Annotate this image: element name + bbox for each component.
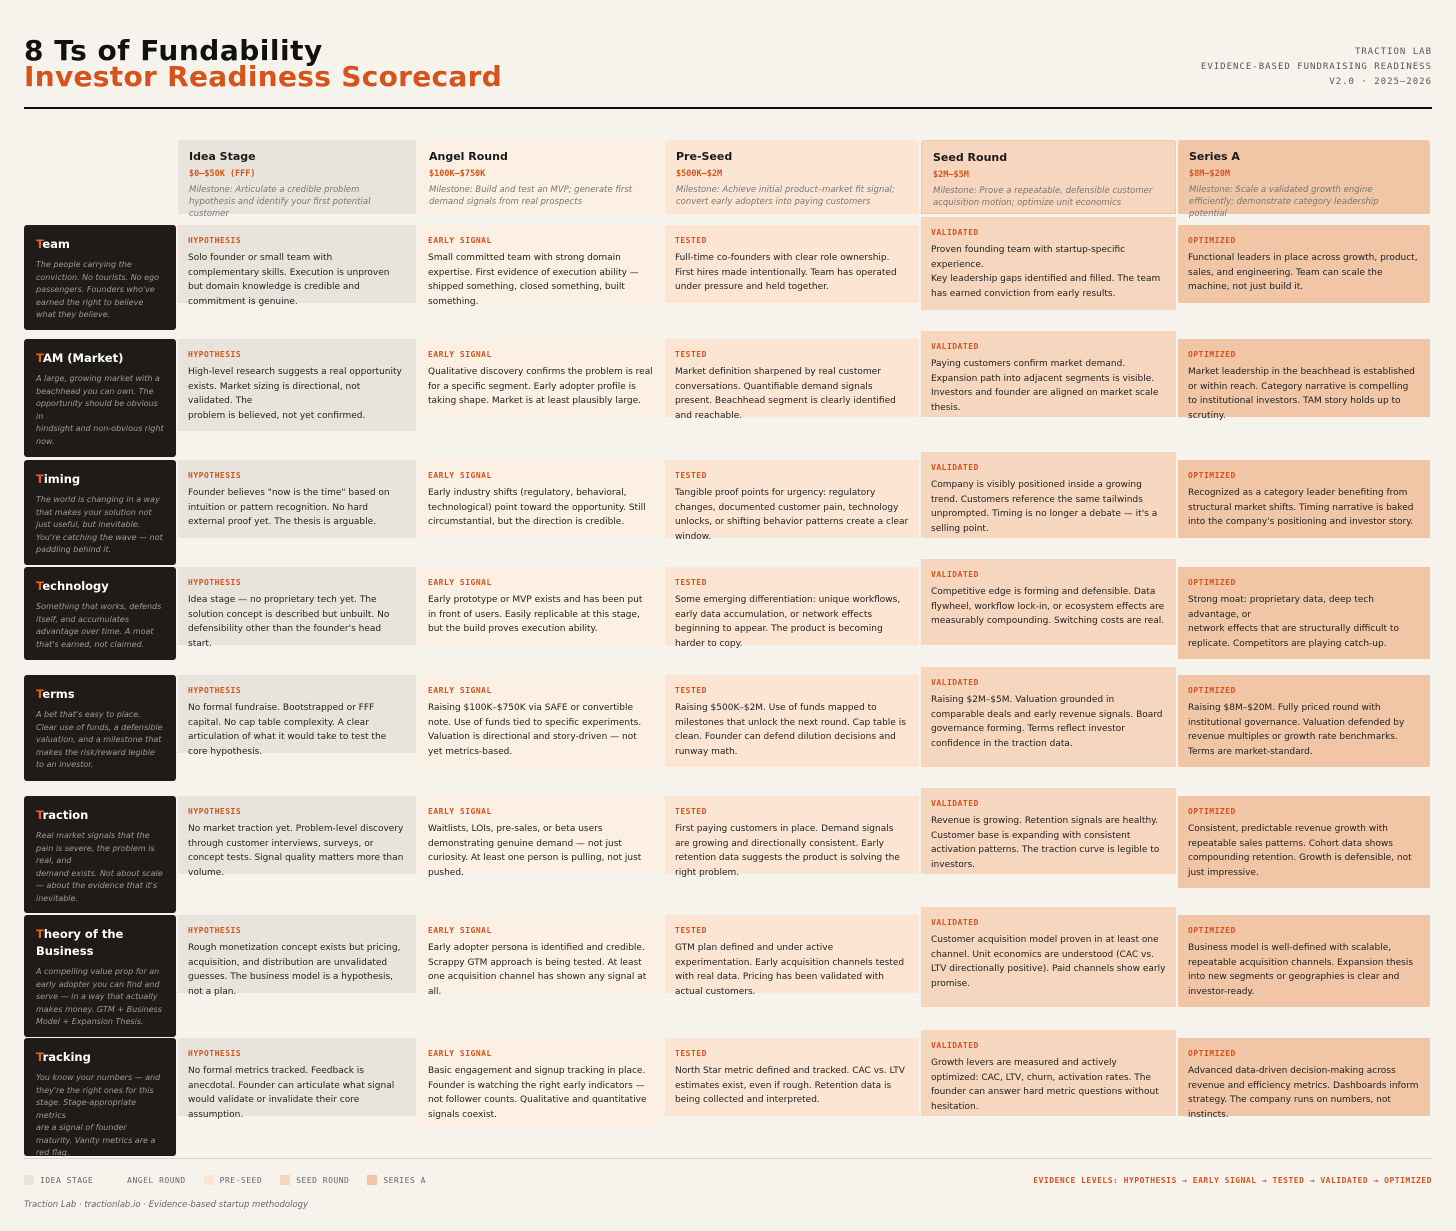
cell-text: Tangible proof points for urgency: regulatory changes, documented customer pain, technology unlocks, or shifting behavior patterns create a clear window. xyxy=(675,488,909,542)
evidence-level-label: TESTED xyxy=(675,926,707,935)
stage-name: Pre-Seed xyxy=(676,150,733,163)
brand-name: TRACTION LAB xyxy=(1354,47,1432,57)
evidence-levels: EVIDENCE LEVELS: HYPOTHESIS → EARLY SIGNAL → TESTED → VALIDATED → OPTIMIZED xyxy=(1033,1176,1432,1185)
row-title-initial: T xyxy=(36,1050,43,1064)
legend-item xyxy=(204,1175,263,1185)
score-cell xyxy=(178,796,416,878)
cell-text: GTM plan defined and under active experimentation. Early acquisition channels tested with real data. Pricing has been validated with actual customers. xyxy=(675,943,905,997)
stage-legend xyxy=(24,1175,426,1185)
evidence-level-label: OPTIMIZED xyxy=(1188,236,1236,245)
footer-credit: Traction Lab · tractionlab.io · Evidence-based startup methodology xyxy=(24,1200,309,1210)
cell-text: Founder believes "now is the time" based on intuition or pattern recognition. No hard external proof yet. The thesis is arguable. xyxy=(188,488,390,527)
score-cell xyxy=(921,559,1176,645)
legend-label: PRE-SEED xyxy=(219,1175,263,1185)
stage-name: Angel Round xyxy=(429,150,508,163)
evidence-level-label: HYPOTHESIS xyxy=(188,1049,242,1058)
evidence-level-label: EARLY SIGNAL xyxy=(428,926,492,935)
legend-swatch xyxy=(204,1175,214,1185)
score-cell xyxy=(921,1030,1176,1116)
row-title-rest: racking xyxy=(42,1050,91,1064)
row-title xyxy=(36,350,164,367)
evidence-level-label: VALIDATED xyxy=(931,570,979,579)
cell-text: Early adopter persona is identified and credible. Scrappy GTM approach is being tested. At least one acquisition channel has shown any signal at all. xyxy=(428,943,647,997)
evidence-level-label: OPTIMIZED xyxy=(1188,926,1236,935)
score-cell xyxy=(1178,339,1430,421)
brand-tagline: EVIDENCE-BASED FUNDRAISING READINESS xyxy=(1200,62,1432,72)
score-cell xyxy=(178,225,416,307)
score-cell xyxy=(665,915,919,997)
legend-swatch xyxy=(280,1175,290,1185)
legend-label: ANGEL ROUND xyxy=(127,1175,186,1185)
row-title-rest: echnology xyxy=(42,579,109,593)
evidence-level-label: HYPOTHESIS xyxy=(188,926,242,935)
stage-milestone: Milestone: Build and test an MVP; generate first demand signals from real prospects xyxy=(429,185,633,207)
header-divider xyxy=(24,107,1432,109)
legend-label: SERIES A xyxy=(383,1175,426,1185)
evidence-level-label: TESTED xyxy=(675,350,707,359)
score-cell xyxy=(665,225,919,303)
cell-text: Rough monetization concept exists but pricing, acquisition, and distribution are unvalidated guesses. The business model is a hypothesis, not a plan. xyxy=(188,943,401,997)
legend-item xyxy=(280,1175,349,1185)
stage-milestone: Milestone: Scale a validated growth engine efficiently; demonstrate category leadership potential xyxy=(1189,185,1379,219)
cell-text: Competitive edge is forming and defensible. Data flywheel, workflow lock-in, or ecosystem effects are measurably compounding. Switching costs are real. xyxy=(931,587,1165,626)
score-cell xyxy=(1178,675,1430,767)
row-label-6 xyxy=(24,796,176,913)
cell-text: Waitlists, LOIs, pre-sales, or beta users demonstrating genuine demand — not just curiosity. At least one person is pulling, not just pushed. xyxy=(428,824,642,878)
legend-item xyxy=(111,1175,185,1185)
evidence-level-label: VALIDATED xyxy=(931,678,979,687)
stage-name: Idea Stage xyxy=(189,150,256,163)
cell-text: Market leadership in the beachhead is established or within reach. Category narrative is compelling to institutional investors. TAM story holds up to scrutiny. xyxy=(1188,367,1415,421)
legend-item xyxy=(24,1175,93,1185)
score-cell xyxy=(418,1038,663,1130)
row-title-rest: eam xyxy=(42,237,70,251)
cell-text: Company is visibly positioned inside a growing trend. Customers reference the same tailwinds unprompted. Timing is no longer a debate — it's a selling point. xyxy=(931,480,1158,534)
score-cell xyxy=(1178,1038,1430,1120)
cell-text: Early prototype or MVP exists and has been put in front of users. Easily replicable at this stage, but the build proves execution ability. xyxy=(428,595,643,634)
cell-text: Strong moat: proprietary data, deep tech advantage, or network effects that are structurally difficult to replicate. Competitors are playing catch-up. xyxy=(1188,595,1399,649)
evidence-level-label: OPTIMIZED xyxy=(1188,1049,1236,1058)
row-description: Something that works, defends itself, and accumulates advantage over time. A moat that's earned, not claimed. xyxy=(36,602,162,649)
page-subtitle: Investor Readiness Scorecard xyxy=(24,60,503,93)
evidence-level-label: HYPOTHESIS xyxy=(188,236,242,245)
score-cell xyxy=(665,339,919,421)
row-title-initial: T xyxy=(36,687,43,701)
score-cell xyxy=(178,1038,416,1120)
row-label-3 xyxy=(24,460,176,565)
cell-text: Functional leaders in place across growth, product, sales, and engineering. Team can scale the machine, not just build it. xyxy=(1188,253,1418,292)
cell-text: No market traction yet. Problem-level discovery through customer interviews, surveys, or concept tests. Signal quality matters more than volume. xyxy=(188,824,404,878)
row-title-rest: iming xyxy=(43,472,81,486)
score-cell xyxy=(418,460,663,538)
score-cell xyxy=(418,915,663,997)
score-cell xyxy=(178,675,416,757)
score-cell xyxy=(418,796,663,878)
row-title-initial: T xyxy=(36,927,44,941)
score-cell xyxy=(665,1038,919,1116)
legend-label: IDEA STAGE xyxy=(40,1175,94,1185)
evidence-level-label: VALIDATED xyxy=(931,228,979,237)
cell-text: Revenue is growing. Retention signals are healthy. Customer base is expanding with consistent activation patterns. The traction curve is legible to investors. xyxy=(931,816,1160,870)
cell-text: Customer acquisition model proven in at least one channel. Unit economics are understood (CAC vs. LTV directionally positive). Paid channels show early promise. xyxy=(931,935,1166,989)
row-label-5 xyxy=(24,675,176,781)
cell-text: Proven founding team with startup-specific experience. Key leadership gaps identified and filled. The team has earned conviction from early results. xyxy=(931,245,1161,299)
row-title xyxy=(36,578,164,595)
row-description: A large, growing market with a beachhead you can own. The opportunity should be obvious in hindsight and non-obvious right now. xyxy=(36,374,164,446)
evidence-level-label: EARLY SIGNAL xyxy=(428,471,492,480)
score-cell xyxy=(921,907,1176,1007)
cell-text: Raising $500K–$2M. Use of funds mapped to milestones that unlock the next round. Cap table is clean. Founder can defend dilution decisions and runway math. xyxy=(675,703,906,757)
row-title xyxy=(36,471,164,488)
row-title-initial: T xyxy=(36,808,43,822)
evidence-level-label: OPTIMIZED xyxy=(1188,350,1236,359)
row-title xyxy=(36,686,164,703)
score-cell xyxy=(178,567,416,649)
score-cell xyxy=(1178,796,1430,888)
evidence-level-label: EARLY SIGNAL xyxy=(428,578,492,587)
row-label-1 xyxy=(24,225,176,330)
score-cell xyxy=(921,667,1176,767)
stage-name: Seed Round xyxy=(933,151,1008,164)
row-title-rest: heory of the Business xyxy=(36,927,124,958)
cell-text: Advanced data-driven decision-making across revenue and efficiency metrics. Dashboards inform strategy. The company runs on numbers, not instincts. xyxy=(1188,1066,1419,1120)
cell-text: Solo founder or small team with complementary skills. Execution is unproven but domain knowledge is credible and commitment is genuine. xyxy=(188,253,390,307)
row-title xyxy=(36,1049,164,1066)
score-cell xyxy=(1178,567,1430,659)
evidence-level-label: VALIDATED xyxy=(931,342,979,351)
evidence-level-label: VALIDATED xyxy=(931,799,979,808)
score-cell xyxy=(921,788,1176,874)
score-cell xyxy=(1178,460,1430,538)
cell-text: Consistent, predictable revenue growth with repeatable sales patterns. Cohort data shows compounding retention. Growth is defensible, not just impressive. xyxy=(1188,824,1412,878)
score-cell xyxy=(665,675,919,767)
stage-header-2 xyxy=(418,140,663,214)
evidence-level-label: EARLY SIGNAL xyxy=(428,807,492,816)
evidence-level-label: TESTED xyxy=(675,807,707,816)
stage-header-1 xyxy=(178,140,416,219)
stage-header-3 xyxy=(665,140,919,214)
row-title-rest: AM (Market) xyxy=(42,351,124,365)
row-title-initial: T xyxy=(36,579,43,593)
cell-text: Paying customers confirm market demand. Expansion path into adjacent segments is visible. Investors and founder are aligned on market scale thesis. xyxy=(931,359,1159,413)
cell-text: No formal fundraise. Bootstrapped or FFF capital. No cap table complexity. A clear articulation of what it would take to test the core hypothesis. xyxy=(188,703,387,757)
row-title-initial: T xyxy=(36,472,44,486)
stage-amount: $8M–$20M xyxy=(1189,169,1230,179)
row-description: A compelling value prop for an early adopter you can find and serve — in a way that actually makes money. GTM + Business Model + Expansion Thesis. xyxy=(36,967,162,1026)
footer-divider xyxy=(24,1158,1432,1159)
stage-name: Series A xyxy=(1189,150,1240,163)
row-label-4 xyxy=(24,567,176,660)
evidence-level-label: HYPOTHESIS xyxy=(188,578,242,587)
score-cell xyxy=(178,915,416,997)
score-cell xyxy=(921,217,1176,310)
row-description: You know your numbers — and they're the right ones for this stage. Stage-appropriate metrics are a signal of founder maturity. Vanity metrics are a red flag. xyxy=(36,1073,161,1157)
evidence-level-label: OPTIMIZED xyxy=(1188,471,1236,480)
evidence-level-label: TESTED xyxy=(675,578,707,587)
cell-text: Some emerging differentiation: unique workflows, early data accumulation, or network effects beginning to appear. The product is becoming harder to copy. xyxy=(675,595,901,649)
evidence-level-label: TESTED xyxy=(675,686,707,695)
brand-version: V2.0 · 2025–2026 xyxy=(1329,77,1432,87)
evidence-level-label: OPTIMIZED xyxy=(1188,807,1236,816)
row-title-initial: T xyxy=(36,237,43,251)
stage-amount: $2M–$5M xyxy=(933,170,969,180)
stage-header-4 xyxy=(921,140,1176,214)
row-description: Real market signals that the pain is severe, the problem is real, and demand exists. Not about scale — about the evidence that it's inevitable. xyxy=(36,831,163,903)
row-title xyxy=(36,807,164,824)
cell-text: Qualitative discovery confirms the problem is real for a specific segment. Early adopter profile is taking shape. Market is at least plausibly large. xyxy=(428,367,653,406)
legend-swatch xyxy=(111,1175,121,1185)
evidence-level-label: EARLY SIGNAL xyxy=(428,686,492,695)
legend-swatch xyxy=(24,1175,34,1185)
legend-label: SEED ROUND xyxy=(296,1175,350,1185)
page-title: 8 Ts of Fundability xyxy=(24,34,323,67)
evidence-level-label: HYPOTHESIS xyxy=(188,686,242,695)
cell-text: North Star metric defined and tracked. CAC vs. LTV estimates exist, even if rough. Retention data is being collected and interpreted. xyxy=(675,1066,905,1105)
evidence-level-label: EARLY SIGNAL xyxy=(428,236,492,245)
stage-milestone: Milestone: Achieve initial product–market fit signal; convert early adopters into paying customers xyxy=(676,185,895,207)
evidence-level-label: OPTIMIZED xyxy=(1188,686,1236,695)
cell-text: Business model is well-defined with scalable, repeatable acquisition channels. Expansion thesis into new segments or geographies is clear and investor-ready. xyxy=(1188,943,1414,997)
row-label-7 xyxy=(24,915,176,1037)
evidence-level-label: VALIDATED xyxy=(931,918,979,927)
score-cell xyxy=(665,460,919,542)
evidence-level-label: EARLY SIGNAL xyxy=(428,350,492,359)
row-title-rest: raction xyxy=(42,808,89,822)
evidence-level-label: HYPOTHESIS xyxy=(188,807,242,816)
cell-text: Early industry shifts (regulatory, behavioral, technological) point toward the opportunity. Still circumstantial, but the direction is credible. xyxy=(428,488,646,527)
row-label-2 xyxy=(24,339,176,457)
score-cell xyxy=(418,675,663,767)
cell-text: Full-time co-founders with clear role ownership. First hires made intentionally. Team has operated under pressure and held together. xyxy=(675,253,897,292)
score-cell xyxy=(418,339,663,417)
cell-text: Small committed team with strong domain expertise. First evidence of execution ability — shipped something, closed something, built something. xyxy=(428,253,639,307)
evidence-level-label: TESTED xyxy=(675,471,707,480)
score-cell xyxy=(1178,225,1430,303)
evidence-level-label: HYPOTHESIS xyxy=(188,471,242,480)
row-description: The people carrying the conviction. No tourists. No ego passengers. Founders who've earned the right to believe what they believe. xyxy=(36,260,160,319)
row-description: The world is changing in a way that makes your solution not just useful, but inevitable. You're catching the wave — not paddling behind it. xyxy=(36,495,163,554)
cell-text: Raising $2M–$5M. Valuation grounded in comparable deals and early revenue signals. Board governance forming. Terms reflect investor confidence in the traction data. xyxy=(931,695,1163,749)
score-cell xyxy=(178,460,416,538)
legend-swatch xyxy=(367,1175,377,1185)
evidence-level-label: VALIDATED xyxy=(931,1041,979,1050)
cell-text: Raising $8M–$20M. Fully priced round with institutional governance. Valuation defended by revenue multiples or growth rate benchmarks. Terms are market-standard. xyxy=(1188,703,1405,757)
cell-text: Recognized as a category leader benefiting from structural market shifts. Timing narrative is baked into the company's positioning and investor story. xyxy=(1188,488,1414,527)
stage-amount: $500K–$2M xyxy=(676,169,723,179)
score-cell xyxy=(665,567,919,649)
score-cell xyxy=(178,339,416,431)
legend-item xyxy=(367,1175,426,1185)
stage-header-5 xyxy=(1178,140,1430,219)
evidence-level-label: TESTED xyxy=(675,236,707,245)
score-cell xyxy=(921,331,1176,417)
stage-amount: $100K–$750K xyxy=(429,169,486,179)
cell-text: High-level research suggests a real opportunity exists. Market sizing is directional, not validated. The problem is believed, not yet confirmed. xyxy=(188,367,402,421)
score-cell xyxy=(665,796,919,878)
evidence-level-label: HYPOTHESIS xyxy=(188,350,242,359)
evidence-level-label: VALIDATED xyxy=(931,463,979,472)
stage-milestone: Milestone: Articulate a credible problem hypothesis and identify your first potential customer xyxy=(189,185,371,219)
score-cell xyxy=(921,452,1176,538)
cell-text: Basic engagement and signup tracking in place. Founder is watching the right early indicators — not follower counts. Qualitative and quantitative signals coexist. xyxy=(428,1066,647,1120)
evidence-level-label: TESTED xyxy=(675,1049,707,1058)
row-title xyxy=(36,926,164,960)
cell-text: No formal metrics tracked. Feedback is anecdotal. Founder can articulate what signal would validate or invalidate their core assumption. xyxy=(188,1066,395,1120)
cell-text: Market definition sharpened by real customer conversations. Quantifiable demand signals present. Beachhead segment is clearly identified and reachable. xyxy=(675,367,896,421)
row-title-initial: T xyxy=(36,351,43,365)
brand-block xyxy=(1201,45,1432,90)
evidence-level-label: EARLY SIGNAL xyxy=(428,1049,492,1058)
score-cell xyxy=(418,225,663,307)
cell-text: Raising $100K–$750K via SAFE or convertible note. Use of funds tied to specific experiments. Valuation is directional and story-driven — not yet metrics-based. xyxy=(428,703,642,757)
score-cell xyxy=(1178,915,1430,1007)
cell-text: Growth levers are measured and actively optimized: CAC, LTV, churn, activation rates. The founder can answer hard metric questions without hesitation. xyxy=(931,1058,1159,1112)
cell-text: Idea stage — no proprietary tech yet. The solution concept is described but unbuilt. No defensibility other than the founder's head start. xyxy=(188,595,390,649)
cell-text: First paying customers in place. Demand signals are growing and directionally consistent. Early retention data suggests the product is solving the right problem. xyxy=(675,824,900,878)
evidence-level-label: OPTIMIZED xyxy=(1188,578,1236,587)
row-title-rest: erms xyxy=(42,687,75,701)
stage-milestone: Milestone: Prove a repeatable, defensible customer acquisition motion; optimize unit economics xyxy=(933,186,1153,208)
row-description: A bet that's easy to place. Clear use of funds, a defensible valuation, and a milestone that makes the risk/reward legible to an investor. xyxy=(36,710,163,769)
stage-amount: $0–$50K (FFF) xyxy=(189,169,256,179)
score-cell xyxy=(418,567,663,645)
row-title xyxy=(36,236,164,253)
row-label-8 xyxy=(24,1038,176,1156)
